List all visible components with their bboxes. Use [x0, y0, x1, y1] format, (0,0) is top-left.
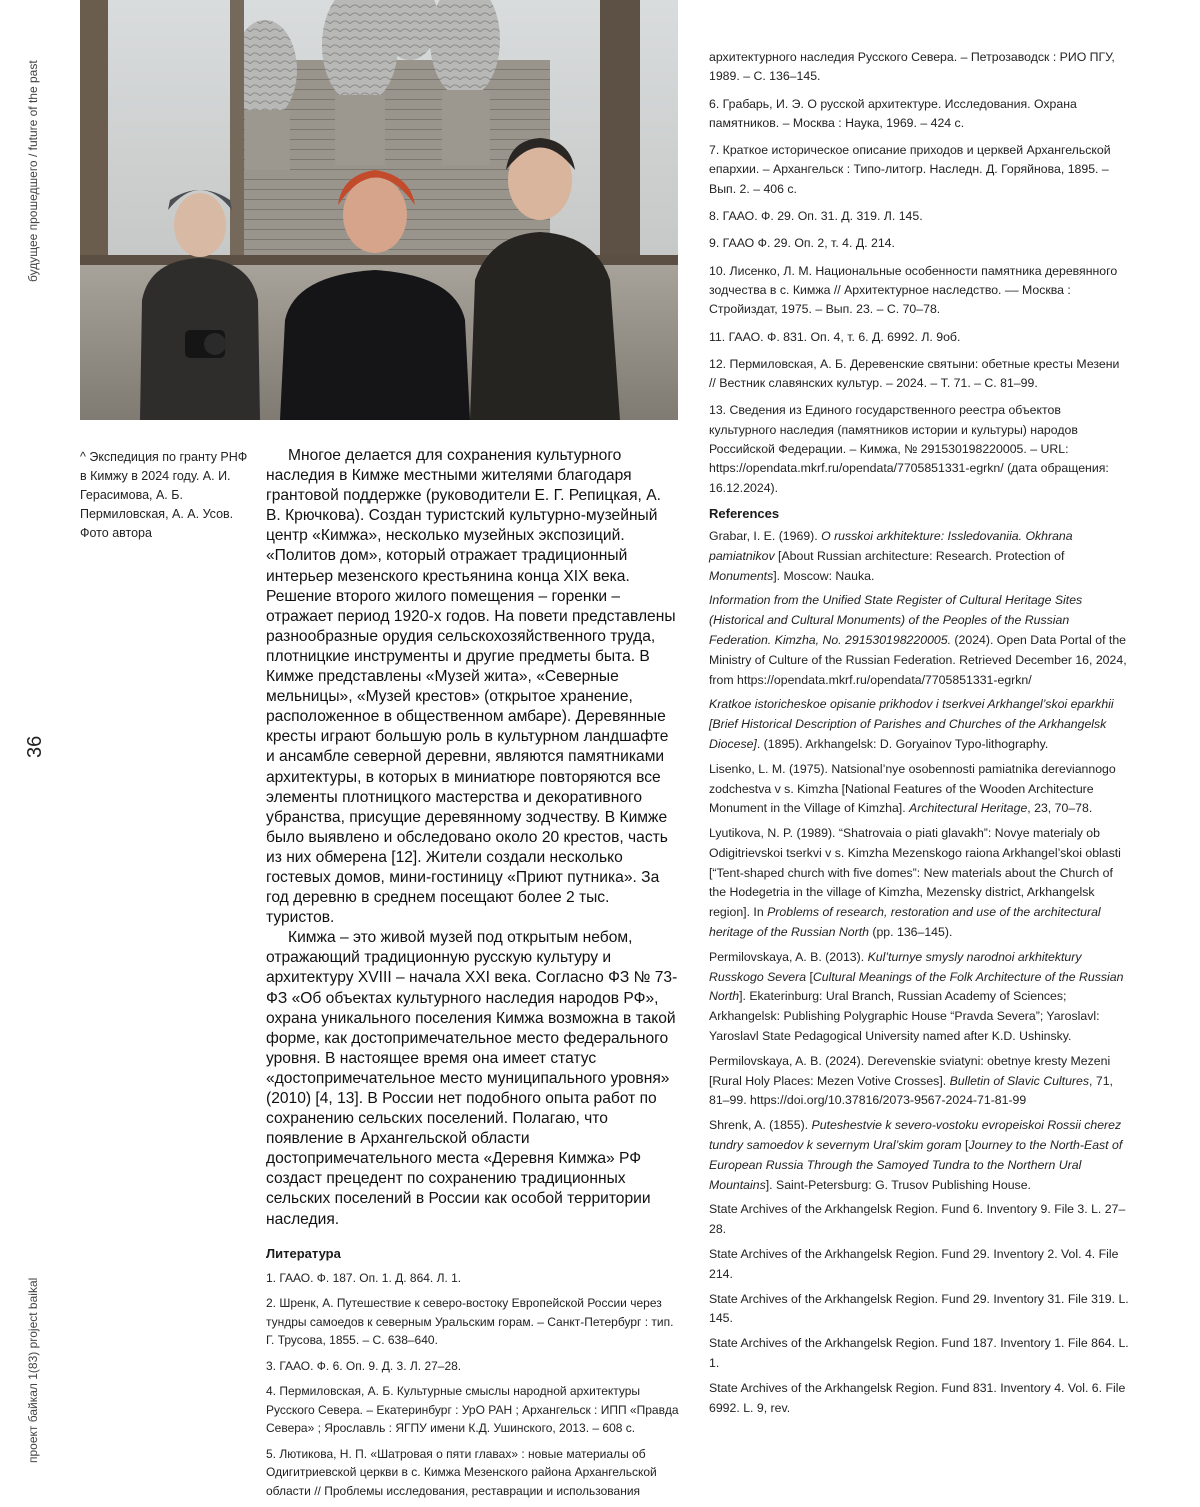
reference-text: State Archives of the Arkhangelsk Region. Fund 29. Inventory 2. Vol. 4. File 214.: [709, 1247, 1119, 1281]
section-label: будущее прошедшего / future of the past: [26, 60, 40, 282]
reference-item: [709, 591, 1129, 690]
reference-item: [709, 1200, 1129, 1240]
reference-title-italic: Information from the Unified State Register of Cultural Heritage Sites (Historical and Cultural Monuments) of the Peoples of the Russian Federation. Kimzha, No. 291530198220005.: [709, 593, 1083, 647]
reference-title-italic: Cultural Meanings of the Folk Architecture of the Russian North: [709, 969, 1124, 1004]
reference-text: Permilovskaya, A. B. (2024). Derevenskie sviatyni: obetnye kresty Mezeni [Rural Holy Places: Mezen Votive Crosses].: [709, 1053, 1111, 1088]
list-item: 5. Лютикова, Н. П. «Шатровая о пяти главах» : новые материалы об Одигитриевской церкви в с. Кимжа Мезенского района Архангельской области // Проблемы исследования, реставрации и использования: [266, 1446, 657, 1498]
reference-text: State Archives of the Arkhangelsk Region. Fund 6. Inventory 9. File 3. L. 27–28.: [709, 1202, 1126, 1237]
reference-text: Permilovskaya, A. B. (2013).: [709, 949, 868, 964]
photo-caption: ^ Экспедиция по гранту РНФ в Кимжу в 2024 году. А. И. Герасимова, А. Б. Пермиловская, А. А. Усов. Фото автора: [80, 450, 248, 540]
references-title: References: [709, 505, 780, 521]
literature-list-continued: [709, 48, 1129, 498]
right-column: [709, 48, 1129, 1423]
reference-title-italic: Bulletin of Slavic Cultures: [949, 1073, 1090, 1088]
page-number: 36: [24, 735, 46, 759]
reference-item: [709, 527, 1129, 586]
article-body: [266, 446, 680, 1230]
reference-title-italic: Puteshestvie k severo-vostoku evropeiskoi Rossii cherez tundry samoedov k severnym Ural’skim goram: [709, 1118, 1122, 1153]
reference-item: [709, 1290, 1129, 1330]
paragraph: Кимжа – это живой музей под открытым небом, отражающий традиционную русскую культуру и архитектуру XVIII – начала XXI века. Согласно ФЗ № 73-ФЗ «Об объектах культурного наследия народов РФ», охрана уникального поселения Кимжа возможна в такой форме, как достопримечательное место федерального уровня. В настоящее время она имеет статус «достопримечательное место муниципального уровня» (2010) [4, 13]. В России нет подобного опыта работ по сохранению сельских поселений. Полагаю, что появление в Архангельской области достопримечательного места «Деревня Кимжа» РФ создаст прецедент по сохранению традиционных сельских поселений в России как особой территории наследия.: [266, 929, 678, 1228]
reference-text: [: [961, 1138, 969, 1153]
list-item: 13. Сведения из Единого государственного реестра объектов культурного наследия (памятников истории и культуры) народов Российской Федерации. – Кимжа, № 291530198220005. – URL: https://opendata.mkrf.ru/opendata/7705851331-egrkn/ (дата обращения: 16.12.2024).: [709, 403, 1109, 495]
reference-title-italic: Kratkoe istoricheskoe opisanie prikhodov i tserkvei Arkhangel’skoi eparkhii [Brief Historical Description of Parishes and Churches of the Arkhangelsk Diocese]: [709, 697, 1114, 751]
reference-item: [709, 1052, 1129, 1111]
reference-title-italic: Kul’turnye smysly narodnoi arkhitektury Russkogo Severa: [709, 949, 1082, 984]
reference-item: [709, 948, 1129, 1047]
reference-text: Grabar, I. E. (1969).: [709, 528, 822, 543]
list-item: 1. ГААО. Ф. 187. Оп. 1. Д. 864. Л. 1.: [266, 1270, 462, 1285]
list-item: 7. Краткое историческое описание приходов и церквей Архангельской епархии. – Архангельск : Типо-литогр. Наследн. Д. Горяйнова, 1895. – Вып. 2. – 406 с.: [709, 143, 1111, 196]
reference-text: , 23, 70–78.: [1027, 801, 1093, 816]
list-item: 4. Пермиловская, А. Б. Культурные смыслы народной архитектуры Русского Севера. – Екатеринбург : УрО РАН ; Архангельск : ИПП «Правда Севера» ; Ярославль : ЯГПУ имени К.Д. Ушинского, 2013. – 608 с.: [266, 1384, 679, 1436]
reference-item: [709, 824, 1129, 943]
reference-item: [709, 1245, 1129, 1285]
list-item: 6. Грабарь, И. Э. О русской архитектуре. Исследования. Охрана памятников. – Москва : Наука, 1969. – 424 с.: [709, 96, 1077, 130]
reference-text: State Archives of the Arkhangelsk Region. Fund 831. Inventory 4. Vol. 6. File 6992. L. 9, rev.: [709, 1380, 1126, 1415]
reference-text: State Archives of the Arkhangelsk Region. Fund 29. Inventory 31. File 319. L. 145.: [709, 1291, 1129, 1326]
reference-text: ]. Ekaterinburg: Ural Branch, Russian Academy of Sciences; Arkhangelsk: Publishing Polygraphic House “Pravda Severa”; Yaroslavl: Yaroslavl State Pedagogical University named after K.D. Ushinsky.: [709, 989, 1100, 1044]
list-item: 12. Пермиловская, А. Б. Деревенские святыни: обетные кресты Мезени // Вестник славянских культур. – 2024. – Т. 71. – С. 81–99.: [709, 356, 1120, 391]
list-item: 10. Лисенко, Л. М. Национальные особенности памятника деревянного зодчества в с. Кимжа // Архитектурное наследство. –– Москва : Стройиздат, 1975. – Вып. 23. – С. 70–78.: [709, 263, 1118, 317]
reference-text: . (1895). Arkhangelsk: D. Goryainov Typo-lithography.: [756, 736, 1049, 751]
reference-title-italic: Architectural Heritage: [909, 801, 1028, 816]
reference-text: [About Russian architecture: Research. Protection of: [774, 548, 1065, 563]
list-item: архитектурного наследия Русского Севера. – Петрозаводск : РИО ПГУ, 1989. – С. 136–145.: [709, 50, 1115, 84]
reference-text: Lyutikova, N. P. (1989). “Shatrovaia o piati glavakh”: Novye materialy ob Odigitrievskoi tserkvi v s. Kimzha Mezenskogo raiona Arkhangel’skoi oblasti [“Tent-shaped church with five domes”: New materials about the Church of the Hodegetria in the village of Kimzha, Mezensky district, Arkhangelsk region]. In: [709, 826, 1121, 920]
reference-text: , 71, 81–99. https://doi.org/10.37816/2073-9567-2024-71-81-99: [709, 1073, 1113, 1108]
paragraph: Многое делается для сохранения культурного наследия в Кимже местными жителями благодаря грантовой поддержке (руководители Е. Г. Репицкая, А. В. Крючкова). Создан туристский культурно-музейный центр «Кимжа», несколько музейных экспозиций. «Политов дом», который отражает традиционный интерьер мезенского крестьянина конца XIX века. Решение второго жилого помещения – горенки – отражает период 1920-х годов. На повети представлены разнообразные орудия сельскохозяйственного труда, плотницкие инструменты и другие предметы быта. В Кимже представлены «Музей жита», «Северные мельницы», «Музей крестов» (открытое хранение, расположенное в общественном амбаре). Деревянные кресты играют большую роль в культурном ландшафте и ансамбле северной деревни, являются памятниками архитектуры, в которых в миниатюре повторяются все элементы плотницкого мастерства и декоративного убранства, присущие деревянному зодчеству. В Кимже было выявлено и обследовано около 20 крестов, часть из них обмерена [12]. Жители создали несколько гостевых домов, мини-гостиницу «Приют путника». За год деревню в среднем посещают более 2 тыс. туристов.: [266, 447, 676, 927]
reference-text: [: [806, 969, 813, 984]
reference-title-italic: O russkoi arkhitekture: Issledovaniia. Okhrana pamiatnikov: [709, 528, 1073, 563]
reference-text: ]. Saint-Petersburg: G. Trusov Publishing House.: [765, 1177, 1031, 1192]
list-item: 11. ГААО. Ф. 831. Оп. 4, т. 6. Д. 6992. Л. 9об.: [709, 329, 961, 344]
reference-text: ]. Moscow: Nauka.: [773, 568, 875, 583]
reference-text: (pp. 136–145).: [868, 925, 953, 940]
list-item: 8. ГААО. Ф. 29. Оп. 31. Д. 319. Л. 145.: [709, 209, 923, 224]
reference-title-italic: Problems of research, restoration and use of the architectural heritage of the Russian North: [709, 905, 1101, 940]
reference-title-italic: Monuments: [709, 568, 774, 583]
journal-label: проект байкал 1(83) project baikal: [26, 1278, 40, 1464]
expedition-photo: [80, 0, 678, 420]
reference-item: [709, 1334, 1129, 1374]
list-item: 2. Шренк, А. Путешествие к северо-востоку Европейской России через тундры самоедов к северным Уральским горам. – Санкт-Петербург : тип. Г. Трусова, 1855. – С. 638–640.: [266, 1296, 674, 1348]
list-item: 3. ГААО. Ф. 6. Оп. 9. Д. 3. Л. 27–28.: [266, 1358, 462, 1373]
literature-list: [266, 1269, 680, 1501]
list-item: 9. ГААО Ф. 29. Оп. 2, т. 4. Д. 214.: [709, 236, 895, 251]
reference-item: [709, 695, 1129, 754]
references-list: [709, 527, 1129, 1418]
reference-text: Shrenk, A. (1855).: [709, 1118, 812, 1133]
reference-text: State Archives of the Arkhangelsk Region. Fund 187. Inventory 1. File 864. L. 1.: [709, 1336, 1129, 1371]
reference-text: (2024). Open Data Portal of the Ministry of Culture of the Russian Federation. Retrieved December 16, 2024, from https://opendata.mkrf.ru/opendata/7705851331-egrkn/: [709, 632, 1127, 687]
literature-title: Литература: [266, 1245, 341, 1261]
reference-text: Lisenko, L. M. (1975). Natsional’nye osobennosti pamiatnika dereviannogo zodchestva v s. Kimzha [National Features of the Wooden Architecture Monument in the Village of Kimzha].: [709, 761, 1116, 816]
expedition-photo-illustration: [80, 0, 678, 420]
reference-title-italic: Journey to the North-East of European Russia Through the Samoyed Tundra to the Northern Ural Mountains: [709, 1138, 1123, 1192]
reference-item: [709, 1379, 1129, 1419]
reference-item: [709, 760, 1129, 819]
main-column: [266, 446, 680, 1507]
reference-item: [709, 1116, 1129, 1195]
